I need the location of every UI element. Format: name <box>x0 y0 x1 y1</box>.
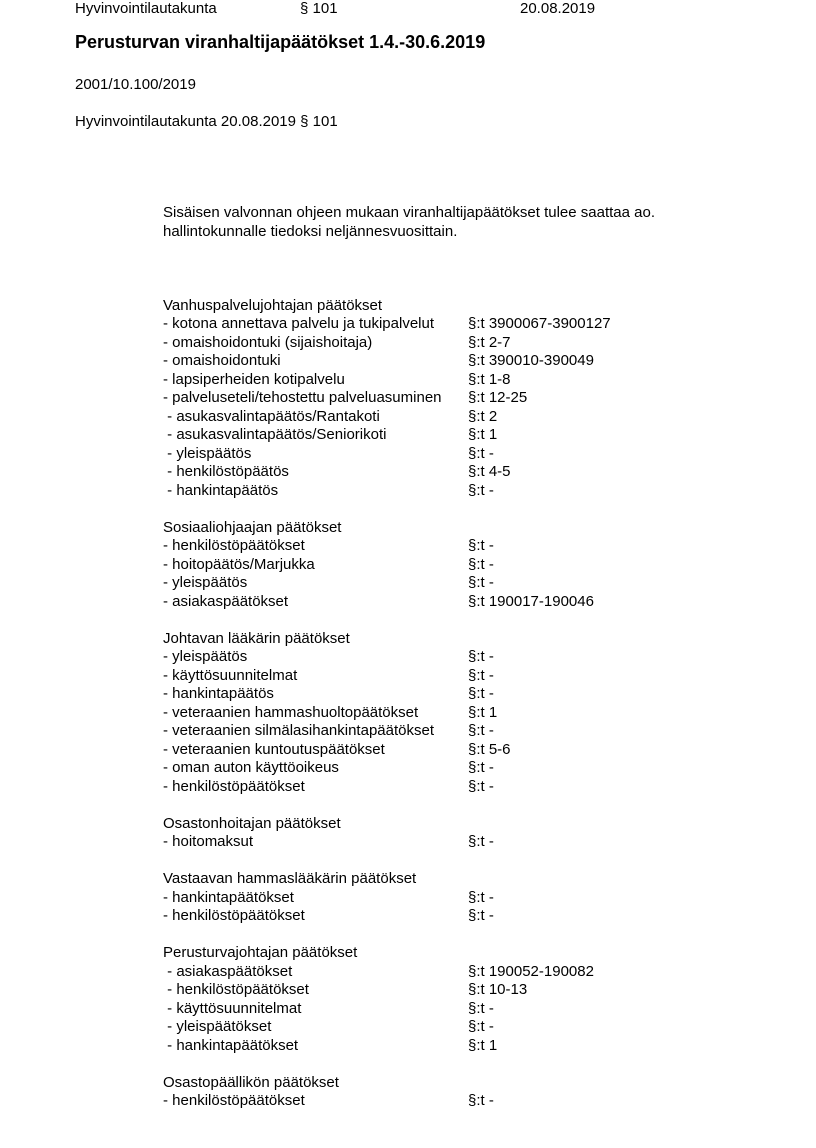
decision-section-numbers: §:t - <box>468 722 494 739</box>
decision-section-numbers: §:t 1 <box>468 1036 498 1054</box>
decision-section <box>163 519 803 612</box>
decision-section-numbers: §:t - <box>468 888 494 906</box>
header-committee: Hyvinvointilautakunta <box>75 0 217 17</box>
decision-row <box>163 574 803 593</box>
decision-row <box>163 778 803 797</box>
decision-label: - omaishoidontuki (sijaishoitaja) <box>163 333 373 351</box>
decision-row <box>163 907 803 926</box>
decision-label: - asukasvalintapäätös/Rantakoti <box>163 407 380 425</box>
decision-row <box>163 482 803 501</box>
decision-label: - henkilöstöpäätökset <box>163 537 305 554</box>
decision-label: - yleispäätökset <box>163 1018 272 1035</box>
document-title: Perusturvan viranhaltijapäätökset 1.4.-30.6.2019 <box>75 32 486 52</box>
decision-row <box>163 1018 803 1037</box>
decision-row <box>163 352 803 371</box>
decision-row <box>163 704 803 723</box>
decision-section-numbers: §:t - <box>468 907 494 924</box>
decision-section <box>163 630 803 797</box>
intro-paragraph <box>163 204 803 241</box>
decision-section-numbers: §:t - <box>468 555 494 573</box>
decision-label: - henkilöstöpäätökset <box>163 1092 305 1109</box>
decision-row <box>163 426 803 445</box>
decision-sections <box>163 297 803 1111</box>
decision-row <box>163 833 803 852</box>
decision-row <box>163 648 803 667</box>
decision-section-numbers: §:t - <box>468 685 494 702</box>
intro-line-2: hallintokunnalle tiedoksi neljännesvuosittain. <box>163 222 458 240</box>
decision-section-numbers: §:t 5-6 <box>468 740 511 758</box>
decision-label: - veteraanien hammashuoltopäätökset <box>163 703 419 721</box>
decision-row <box>163 408 803 427</box>
decision-label: - hankintapäätökset <box>163 888 294 906</box>
decision-section-numbers: §:t - <box>468 537 494 554</box>
decision-section-numbers: §:t - <box>468 666 494 684</box>
decision-section-numbers: §:t - <box>468 759 494 776</box>
decision-row <box>163 963 803 982</box>
decision-label: - asiakaspäätökset <box>163 592 289 610</box>
decision-row <box>163 556 803 575</box>
intro-line-1: Sisäisen valvonnan ohjeen mukaan viranhaltijapäätökset tulee saattaa ao. <box>163 204 655 221</box>
decision-section-numbers: §:t 190052-190082 <box>468 962 594 980</box>
decision-label: - kotona annettava palvelu ja tukipalvelut <box>163 315 435 332</box>
decision-section <box>163 870 803 926</box>
decision-section-numbers: §:t - <box>468 648 494 665</box>
decision-row <box>163 981 803 1000</box>
decision-label: - veteraanien silmälasihankintapäätökset <box>163 722 434 739</box>
section-title: Vanhuspalvelujohtajan päätökset <box>163 296 383 314</box>
decision-row <box>163 722 803 741</box>
decision-label: - hoitomaksut <box>163 833 254 850</box>
decision-section-numbers: §:t 390010-390049 <box>468 352 594 369</box>
decision-section-numbers: §:t 3900067-3900127 <box>468 315 611 332</box>
decision-section-numbers: §:t - <box>468 574 494 591</box>
decision-label: - palveluseteli/tehostettu palveluasuminen <box>163 389 442 406</box>
decision-row <box>163 741 803 760</box>
decision-section-numbers: §:t - <box>468 999 494 1017</box>
decision-section-numbers: §:t 10-13 <box>468 981 528 998</box>
decision-section-numbers: §:t 2 <box>468 407 498 425</box>
decision-row <box>163 371 803 390</box>
decision-section-numbers: §:t 1 <box>468 426 498 443</box>
decision-section-numbers: §:t 1-8 <box>468 370 511 388</box>
decision-row <box>163 315 803 334</box>
decision-row <box>163 334 803 353</box>
decision-row <box>163 759 803 778</box>
decision-label: - lapsiperheiden kotipalvelu <box>163 370 345 388</box>
decision-row <box>163 389 803 408</box>
decision-row <box>163 1037 803 1056</box>
decision-label: - henkilöstöpäätökset <box>163 981 309 998</box>
decision-row <box>163 889 803 908</box>
decision-label: - hankintapäätös <box>163 685 274 702</box>
header-section-number: § 101 <box>300 0 338 17</box>
decision-row <box>163 1092 803 1111</box>
decision-label: - yleispäätös <box>163 444 252 462</box>
section-title: Osastonhoitajan päätökset <box>163 814 341 832</box>
decision-row <box>163 667 803 686</box>
decision-label: - asiakaspäätökset <box>163 962 293 980</box>
decision-section-numbers: §:t 190017-190046 <box>468 592 594 610</box>
decision-label: - omaishoidontuki <box>163 352 281 369</box>
decision-label: - veteraanien kuntoutuspäätökset <box>163 740 385 758</box>
decision-label: - asukasvalintapäätös/Seniorikoti <box>163 426 387 443</box>
decision-section <box>163 297 803 501</box>
decision-label: - hankintapäätös <box>163 481 279 499</box>
decision-label: - hoitopäätös/Marjukka <box>163 555 315 573</box>
section-title: Perusturvajohtajan päätökset <box>163 944 358 961</box>
decision-section <box>163 815 803 852</box>
decision-section-numbers: §:t 2-7 <box>468 333 511 351</box>
decision-label: - yleispäätös <box>163 648 248 665</box>
decision-row <box>163 463 803 482</box>
decision-section-numbers: §:t - <box>468 1092 494 1109</box>
decision-section <box>163 1074 803 1111</box>
decision-label: - käyttösuunnitelmat <box>163 666 298 684</box>
decision-row <box>163 445 803 464</box>
decision-row <box>163 685 803 704</box>
decision-row <box>163 537 803 556</box>
decision-section-numbers: §:t - <box>468 833 494 850</box>
decision-row <box>163 1000 803 1019</box>
decision-label: - henkilöstöpäätös <box>163 463 289 480</box>
decision-label: - oman auton käyttöoikeus <box>163 759 339 776</box>
section-title: Vastaavan hammaslääkärin päätökset <box>163 870 417 887</box>
decision-section-numbers: §:t - <box>468 444 494 462</box>
case-number: 2001/10.100/2019 <box>75 76 196 93</box>
decision-label: - yleispäätös <box>163 574 248 591</box>
decision-section-numbers: §:t - <box>468 777 494 795</box>
meeting-reference: Hyvinvointilautakunta 20.08.2019 § 101 <box>75 113 338 130</box>
section-title: Osastopäällikön päätökset <box>163 1073 339 1091</box>
header-date: 20.08.2019 <box>520 0 596 17</box>
decision-section-numbers: §:t - <box>468 481 494 499</box>
decision-label: - hankintapäätökset <box>163 1036 299 1054</box>
decision-section-numbers: §:t 1 <box>468 703 498 721</box>
decision-row <box>163 593 803 612</box>
decision-section <box>163 944 803 1055</box>
decision-label: - käyttösuunnitelmat <box>163 999 302 1017</box>
document-body <box>163 167 803 1148</box>
decision-section-numbers: §:t 4-5 <box>468 463 511 480</box>
decision-label: - henkilöstöpäätökset <box>163 777 305 795</box>
decision-section-numbers: §:t 12-25 <box>468 389 528 406</box>
section-title: Sosiaaliohjaajan päätökset <box>163 518 342 536</box>
decision-section-numbers: §:t - <box>468 1018 494 1035</box>
decision-label: - henkilöstöpäätökset <box>163 907 305 924</box>
section-title: Johtavan lääkärin päätökset <box>163 629 350 647</box>
